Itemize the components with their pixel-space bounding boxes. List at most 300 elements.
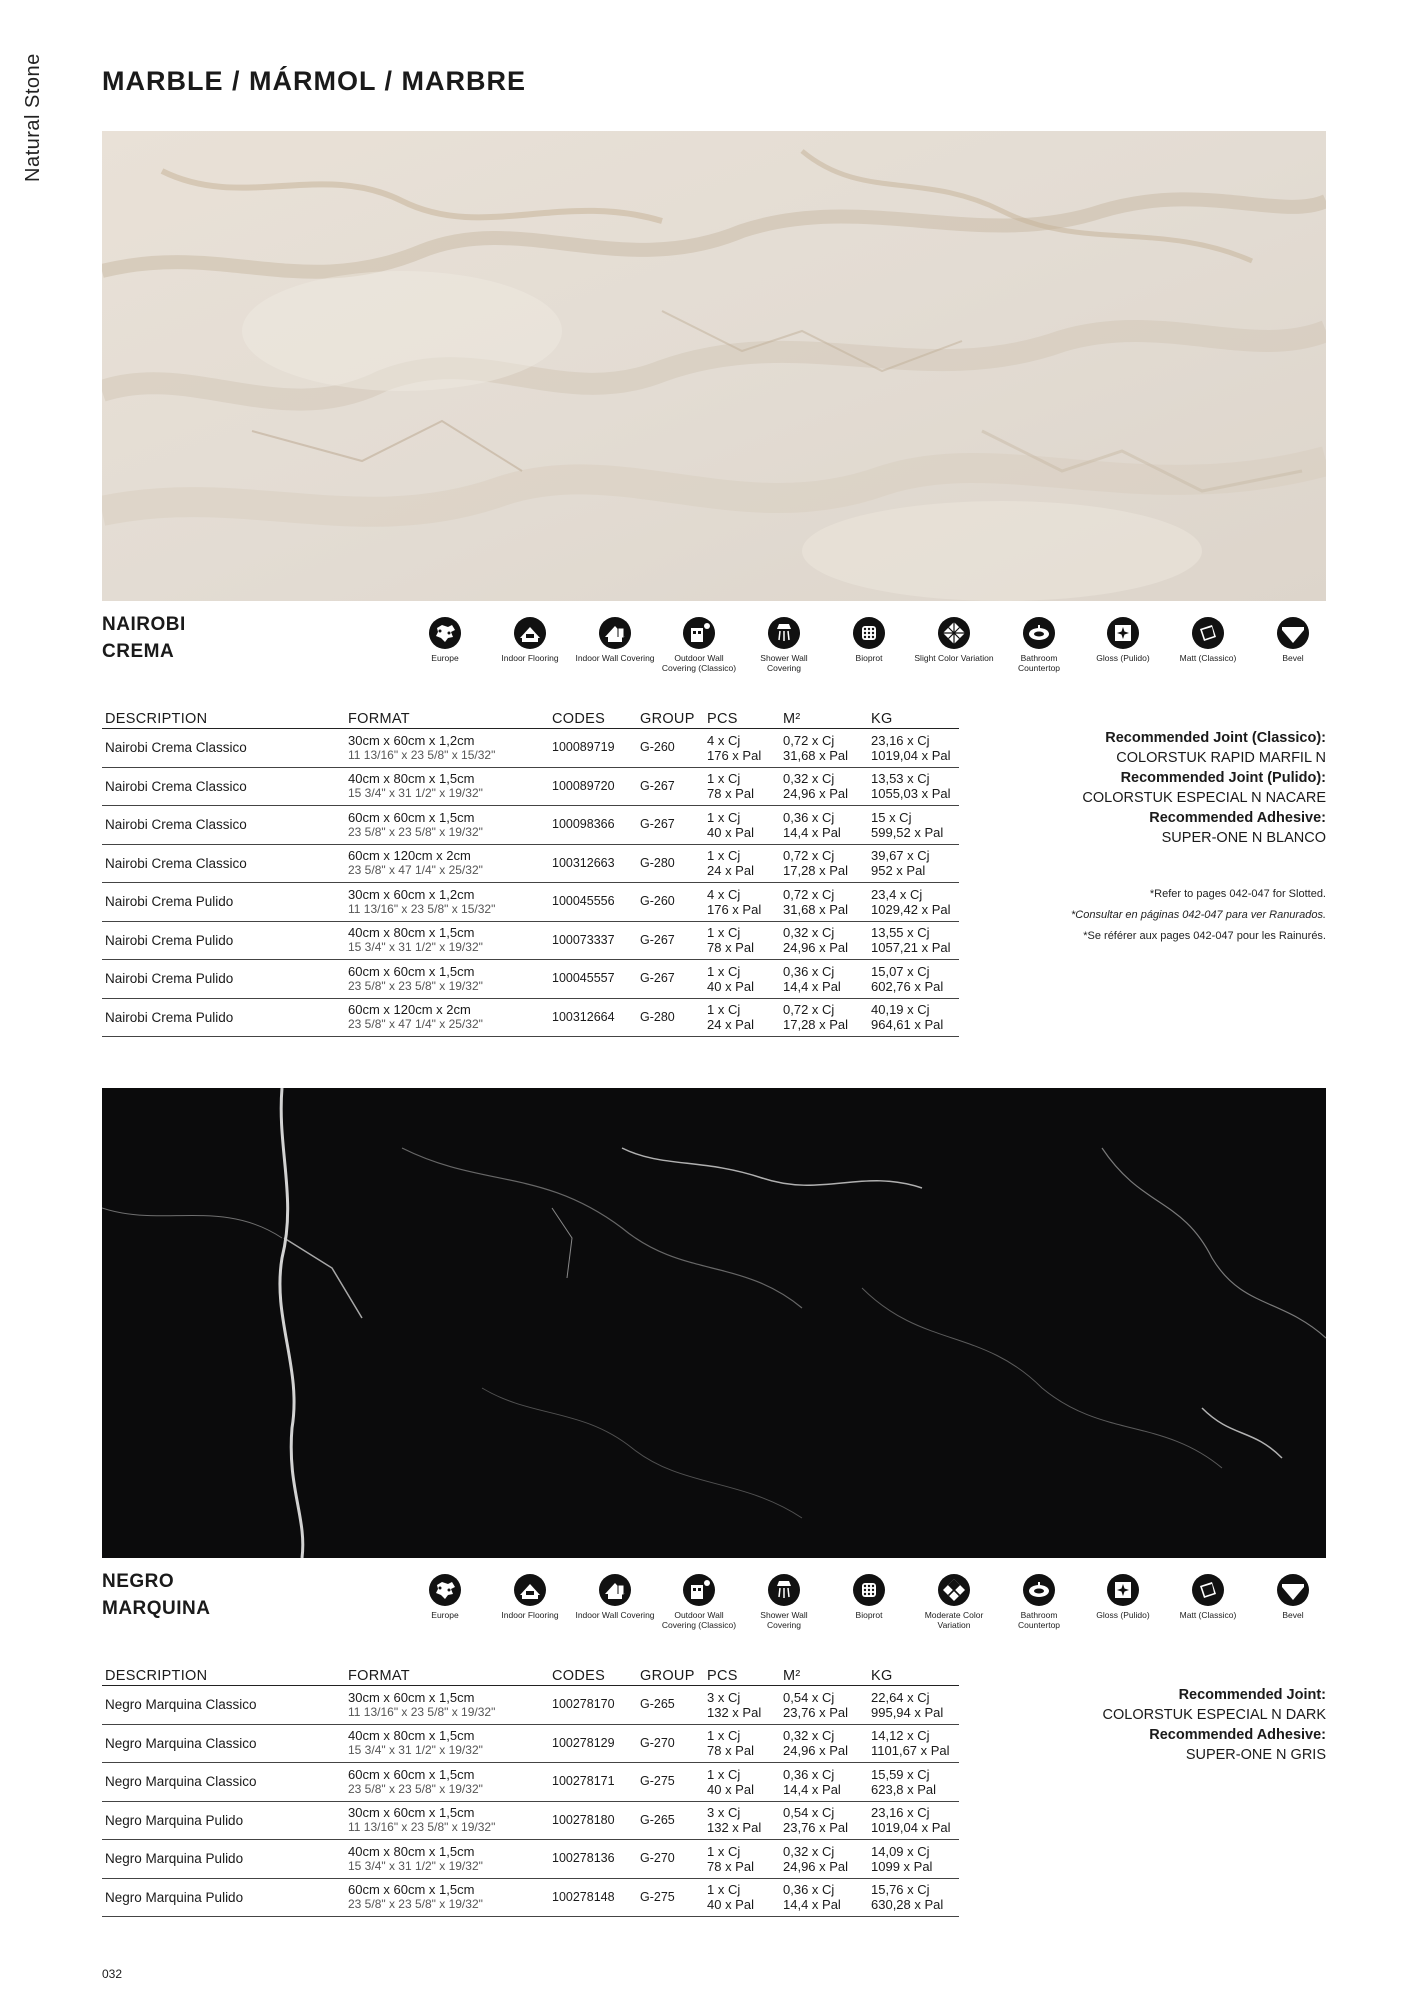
- kg-cell-text: 15,76 x Cj: [871, 1882, 930, 1898]
- pcs-cell-text: 132 x Pal: [707, 1820, 762, 1836]
- description-cell-text: Negro Marquina Pulido: [105, 1851, 244, 1867]
- outdoor-wall-covering-icon: [659, 1573, 739, 1607]
- group-cell-text: G-275: [640, 1774, 675, 1789]
- pcs-cell: [704, 1763, 780, 1802]
- format-cell-text: 23 5/8" x 23 5/8" x 19/32": [348, 978, 483, 993]
- m2-cell: [780, 1763, 868, 1802]
- group-cell: [637, 998, 704, 1037]
- m2-cell-text: 0,36 x Cj: [783, 1766, 835, 1782]
- column-header: KG: [868, 1664, 959, 1686]
- kg-cell-text: 1055,03 x Pal: [871, 786, 951, 802]
- description-cell-text: Negro Marquina Pulido: [105, 1812, 244, 1828]
- table-row: [102, 921, 959, 960]
- m2-cell-text: 0,32 x Cj: [783, 925, 835, 941]
- code-cell-text: 100312663: [552, 855, 615, 870]
- table-row: [102, 1686, 959, 1725]
- code-cell-text: 100278170: [552, 1697, 615, 1712]
- group-cell: [637, 960, 704, 999]
- table-row: [102, 729, 959, 768]
- recommendation-value: COLORSTUK ESPECIAL N DARK: [1102, 1707, 1326, 1723]
- group-cell-text: G-280: [640, 1009, 675, 1024]
- column-header: GROUP: [637, 707, 704, 729]
- code-cell: [549, 921, 637, 960]
- format-cell-text: 23 5/8" x 23 5/8" x 19/32": [348, 1897, 483, 1912]
- kg-cell-text: 22,64 x Cj: [871, 1689, 930, 1705]
- kg-cell: [868, 1686, 959, 1725]
- bathroom-countertop-icon: [999, 1573, 1079, 1607]
- pcs-cell-text: 1 x Cj: [707, 771, 741, 787]
- group-cell: [637, 1801, 704, 1840]
- feature-europe: [405, 1573, 485, 1621]
- m2-cell-text: 24,96 x Pal: [783, 1743, 849, 1759]
- description-cell: [102, 960, 345, 999]
- outdoor-wall-covering-icon: [659, 616, 739, 650]
- column-header: PCS: [704, 707, 780, 729]
- m2-cell-text: 14,4 x Pal: [783, 978, 841, 994]
- shower-wall-covering-icon: [744, 1573, 824, 1607]
- pcs-cell-text: 1 x Cj: [707, 1728, 741, 1744]
- format-cell: [345, 998, 549, 1037]
- format-cell-text: 30cm x 60cm x 1,2cm: [348, 732, 475, 748]
- kg-cell-text: 13,53 x Cj: [871, 771, 930, 787]
- table-header-row: [102, 707, 959, 729]
- bathroom-countertop-icon: [999, 616, 1079, 650]
- feature-bathroom-countertop: [999, 616, 1079, 673]
- feature-label: Matt (Classico): [1179, 653, 1237, 663]
- column-header: M²: [780, 1664, 868, 1686]
- format-cell: [345, 921, 549, 960]
- m2-cell: [780, 767, 868, 806]
- m2-cell-text: 24,96 x Pal: [783, 1858, 849, 1874]
- kg-cell-text: 23,4 x Cj: [871, 886, 923, 902]
- description-cell-text: Nairobi Crema Pulido: [105, 1009, 234, 1025]
- kg-cell: [868, 806, 959, 845]
- group-cell: [637, 1724, 704, 1763]
- pcs-cell-text: 1 x Cj: [707, 1882, 741, 1898]
- format-cell-text: 30cm x 60cm x 1,2cm: [348, 886, 475, 902]
- feature-moderate-color-variation: [914, 1573, 994, 1630]
- recommendation-heading: Recommended Joint (Pulido):: [1120, 770, 1326, 786]
- feature-bioprot: [829, 616, 909, 664]
- pcs-cell-text: 4 x Cj: [707, 886, 741, 902]
- feature-label: Outdoor Wall Covering (Classico): [661, 653, 737, 673]
- kg-cell-text: 15,59 x Cj: [871, 1766, 930, 1782]
- feature-label: Bathroom Countertop: [1017, 653, 1061, 673]
- description-cell-text: Nairobi Crema Classico: [105, 740, 247, 756]
- europe-icon: [405, 616, 485, 650]
- m2-cell-text: 31,68 x Pal: [783, 747, 849, 763]
- pcs-cell-text: 1 x Cj: [707, 848, 741, 864]
- m2-cell-text: 0,32 x Cj: [783, 771, 835, 787]
- format-cell-text: 60cm x 120cm x 2cm: [348, 848, 471, 864]
- group-cell: [637, 806, 704, 845]
- column-header: PCS: [704, 1664, 780, 1686]
- kg-cell-text: 630,28 x Pal: [871, 1897, 944, 1913]
- feature-label: Bioprot: [855, 653, 883, 663]
- feature-label: Shower Wall Covering: [760, 653, 808, 673]
- m2-cell: [780, 729, 868, 768]
- format-cell: [345, 806, 549, 845]
- m2-cell-text: 0,72 x Cj: [783, 848, 835, 864]
- spec-table-nairobi: [102, 707, 959, 1037]
- code-cell-text: 100312664: [552, 1009, 615, 1024]
- feature-bioprot: [829, 1573, 909, 1621]
- format-cell: [345, 960, 549, 999]
- kg-cell-text: 964,61 x Pal: [871, 1017, 944, 1033]
- recommendation-value: COLORSTUK ESPECIAL N NACARE: [1082, 790, 1326, 806]
- bioprot-icon: [829, 1573, 909, 1607]
- kg-cell-text: 602,76 x Pal: [871, 978, 944, 994]
- column-header: CODES: [549, 707, 637, 729]
- kg-cell: [868, 960, 959, 999]
- kg-cell-text: 14,09 x Cj: [871, 1843, 930, 1859]
- pcs-cell-text: 176 x Pal: [707, 901, 762, 917]
- format-cell-text: 30cm x 60cm x 1,5cm: [348, 1805, 475, 1821]
- description-cell: [102, 998, 345, 1037]
- code-cell: [549, 844, 637, 883]
- code-cell: [549, 1763, 637, 1802]
- kg-cell-text: 40,19 x Cj: [871, 1002, 930, 1018]
- kg-cell-text: 14,12 x Cj: [871, 1728, 930, 1744]
- kg-cell: [868, 1801, 959, 1840]
- pcs-cell-text: 176 x Pal: [707, 747, 762, 763]
- format-cell: [345, 767, 549, 806]
- feature-label: Europe: [431, 653, 459, 663]
- feature-label: Bioprot: [855, 1610, 883, 1620]
- format-cell-text: 60cm x 60cm x 1,5cm: [348, 1766, 475, 1782]
- recommendation-value: COLORSTUK RAPID MARFIL N: [1116, 750, 1326, 766]
- m2-cell: [780, 844, 868, 883]
- kg-cell-text: 1101,67 x Pal: [871, 1743, 950, 1759]
- pcs-cell-text: 1 x Cj: [707, 1843, 741, 1859]
- code-cell-text: 100045556: [552, 894, 615, 909]
- m2-cell-text: 0,32 x Cj: [783, 1728, 835, 1744]
- pcs-cell-text: 78 x Pal: [707, 786, 754, 802]
- format-cell-text: 40cm x 80cm x 1,5cm: [348, 925, 475, 941]
- pcs-cell: [704, 729, 780, 768]
- product-name-line1: NEGRO: [102, 1571, 175, 1592]
- feature-bathroom-countertop: [999, 1573, 1079, 1630]
- description-cell: [102, 1724, 345, 1763]
- format-cell-text: 15 3/4" x 31 1/2" x 19/32": [348, 1858, 483, 1873]
- pcs-cell-text: 40 x Pal: [707, 1781, 754, 1797]
- code-cell: [549, 883, 637, 922]
- m2-cell-text: 0,54 x Cj: [783, 1805, 835, 1821]
- feature-label: Matt (Classico): [1179, 1610, 1237, 1620]
- bevel-icon: [1253, 616, 1333, 650]
- format-cell-text: 11 13/16" x 23 5/8" x 15/32": [348, 901, 496, 916]
- indoor-flooring-icon: [490, 1573, 570, 1607]
- group-cell: [637, 767, 704, 806]
- kg-cell-text: 13,55 x Cj: [871, 925, 930, 941]
- m2-cell: [780, 883, 868, 922]
- pcs-cell: [704, 1724, 780, 1763]
- pcs-cell-text: 1 x Cj: [707, 1766, 741, 1782]
- kg-cell: [868, 921, 959, 960]
- m2-cell-text: 23,76 x Pal: [783, 1704, 849, 1720]
- code-cell-text: 100278129: [552, 1735, 615, 1750]
- format-cell-text: 60cm x 60cm x 1,5cm: [348, 963, 475, 979]
- format-cell-text: 23 5/8" x 23 5/8" x 19/32": [348, 1781, 483, 1796]
- feature-matt: [1168, 1573, 1248, 1621]
- group-cell-text: G-270: [640, 1735, 675, 1750]
- m2-cell-text: 14,4 x Pal: [783, 1781, 841, 1797]
- format-cell-text: 11 13/16" x 23 5/8" x 15/32": [348, 747, 496, 762]
- column-header: FORMAT: [345, 1664, 549, 1686]
- m2-cell-text: 24,96 x Pal: [783, 786, 849, 802]
- description-cell: [102, 1840, 345, 1879]
- m2-cell-text: 0,32 x Cj: [783, 1843, 835, 1859]
- feature-slight-color-variation: [914, 616, 994, 664]
- code-cell-text: 100278180: [552, 1812, 615, 1827]
- m2-cell-text: 14,4 x Pal: [783, 1897, 841, 1913]
- kg-cell-text: 15,07 x Cj: [871, 963, 930, 979]
- product-name-line2: CREMA: [102, 641, 175, 662]
- code-cell: [549, 1724, 637, 1763]
- kg-cell-text: 23,16 x Cj: [871, 732, 930, 748]
- matt-icon: [1168, 1573, 1248, 1607]
- m2-cell: [780, 1878, 868, 1917]
- nairobi-crema-stone-image: [102, 131, 1326, 601]
- description-cell: [102, 1763, 345, 1802]
- feature-indoor-wall-covering: [575, 616, 655, 664]
- pcs-cell-text: 24 x Pal: [707, 863, 754, 879]
- group-cell-text: G-267: [640, 817, 675, 832]
- format-cell: [345, 844, 549, 883]
- pcs-cell-text: 4 x Cj: [707, 732, 741, 748]
- table-row: [102, 844, 959, 883]
- pcs-cell: [704, 1686, 780, 1725]
- m2-cell: [780, 960, 868, 999]
- product-name-negro-marquina: [102, 1568, 211, 1622]
- recommendations-negro: [1103, 1685, 1326, 1765]
- feature-label: Bathroom Countertop: [1017, 1610, 1061, 1630]
- table-row: [102, 1724, 959, 1763]
- pcs-cell: [704, 998, 780, 1037]
- feature-label: Outdoor Wall Covering (Classico): [661, 1610, 737, 1630]
- m2-cell: [780, 921, 868, 960]
- m2-cell: [780, 1724, 868, 1763]
- kg-cell-text: 1099 x Pal: [871, 1858, 933, 1874]
- description-cell-text: Nairobi Crema Pulido: [105, 971, 234, 987]
- code-cell: [549, 729, 637, 768]
- product-name-line2: MARQUINA: [102, 1598, 211, 1619]
- feature-label: Indoor Flooring: [501, 653, 559, 663]
- kg-cell-text: 599,52 x Pal: [871, 824, 944, 840]
- column-header: DESCRIPTION: [102, 707, 345, 729]
- slight-color-variation-icon: [914, 616, 994, 650]
- spec-table-negro: [102, 1664, 959, 1917]
- recommendation-value: SUPER-ONE N BLANCO: [1161, 830, 1326, 846]
- recommendation-value: SUPER-ONE N GRIS: [1185, 1747, 1326, 1763]
- reference-note: *Consultar en páginas 042-047 para ver Ranurados.: [1071, 909, 1326, 921]
- column-header: DESCRIPTION: [102, 1664, 345, 1686]
- pcs-cell-text: 78 x Pal: [707, 1743, 754, 1759]
- kg-cell: [868, 767, 959, 806]
- kg-cell-text: 1057,21 x Pal: [871, 940, 951, 956]
- description-cell: [102, 767, 345, 806]
- kg-cell-text: 15 x Cj: [871, 809, 912, 825]
- code-cell: [549, 960, 637, 999]
- feature-outdoor-wall-covering: [659, 1573, 739, 1630]
- m2-cell-text: 17,28 x Pal: [783, 1017, 849, 1033]
- m2-cell-text: 0,72 x Cj: [783, 886, 835, 902]
- column-header: GROUP: [637, 1664, 704, 1686]
- group-cell: [637, 729, 704, 768]
- table-row: [102, 960, 959, 999]
- description-cell-text: Negro Marquina Classico: [105, 1735, 257, 1751]
- group-cell-text: G-270: [640, 1851, 675, 1866]
- page-title: MARBLE / MÁRMOL / MARBRE: [102, 66, 526, 96]
- code-cell: [549, 1801, 637, 1840]
- group-cell-text: G-267: [640, 971, 675, 986]
- kg-cell-text: 39,67 x Cj: [871, 848, 930, 864]
- kg-cell: [868, 998, 959, 1037]
- description-cell-text: Negro Marquina Classico: [105, 1697, 257, 1713]
- m2-cell-text: 0,72 x Cj: [783, 732, 835, 748]
- table-row: [102, 767, 959, 806]
- m2-cell: [780, 806, 868, 845]
- m2-cell-text: 0,36 x Cj: [783, 809, 835, 825]
- bevel-icon: [1253, 1573, 1333, 1607]
- format-cell-text: 60cm x 60cm x 1,5cm: [348, 1882, 475, 1898]
- code-cell: [549, 1686, 637, 1725]
- feature-label: Bevel: [1282, 653, 1304, 663]
- format-cell-text: 11 13/16" x 23 5/8" x 19/32": [348, 1820, 496, 1835]
- feature-indoor-wall-covering: [575, 1573, 655, 1621]
- group-cell: [637, 844, 704, 883]
- kg-cell-text: 1029,42 x Pal: [871, 901, 951, 917]
- kg-cell: [868, 1763, 959, 1802]
- slotted-references: [1071, 884, 1326, 947]
- reference-note: *Refer to pages 042-047 for Slotted.: [1149, 888, 1326, 900]
- format-cell: [345, 729, 549, 768]
- format-cell-text: 23 5/8" x 47 1/4" x 25/32": [348, 863, 483, 878]
- group-cell: [637, 1686, 704, 1725]
- feature-shower-wall-covering: [744, 616, 824, 673]
- pcs-cell-text: 132 x Pal: [707, 1704, 762, 1720]
- description-cell-text: Negro Marquina Pulido: [105, 1889, 244, 1905]
- feature-europe: [405, 616, 485, 664]
- group-cell-text: G-280: [640, 855, 675, 870]
- pcs-cell-text: 40 x Pal: [707, 1897, 754, 1913]
- description-cell: [102, 1801, 345, 1840]
- indoor-wall-covering-icon: [575, 616, 655, 650]
- m2-cell: [780, 1801, 868, 1840]
- code-cell-text: 100278171: [552, 1774, 615, 1789]
- kg-cell: [868, 883, 959, 922]
- side-section-label: [22, 52, 52, 182]
- m2-cell-text: 0,72 x Cj: [783, 1002, 835, 1018]
- feature-label: Indoor Wall Covering: [575, 1610, 655, 1620]
- table-row: [102, 1878, 959, 1917]
- feature-label: Moderate Color Variation: [924, 1610, 984, 1630]
- feature-matt: [1168, 616, 1248, 664]
- code-cell-text: 100073337: [552, 932, 615, 947]
- product-name-line1: NAIROBI: [102, 614, 186, 635]
- code-cell: [549, 767, 637, 806]
- format-cell-text: 30cm x 60cm x 1,5cm: [348, 1689, 475, 1705]
- feature-label: Europe: [431, 1610, 459, 1620]
- pcs-cell-text: 1 x Cj: [707, 1002, 741, 1018]
- feature-bevel: [1253, 1573, 1333, 1621]
- m2-cell-text: 14,4 x Pal: [783, 824, 841, 840]
- feature-label: Indoor Wall Covering: [575, 653, 655, 663]
- recommendation-heading: Recommended Adhesive:: [1149, 1727, 1326, 1743]
- indoor-flooring-icon: [490, 616, 570, 650]
- group-cell: [637, 1763, 704, 1802]
- description-cell: [102, 921, 345, 960]
- format-cell: [345, 1878, 549, 1917]
- code-cell: [549, 1840, 637, 1879]
- group-cell-text: G-260: [640, 894, 675, 909]
- feature-label: Slight Color Variation: [914, 653, 994, 663]
- column-header: FORMAT: [345, 707, 549, 729]
- format-cell-text: 15 3/4" x 31 1/2" x 19/32": [348, 940, 483, 955]
- pcs-cell: [704, 1840, 780, 1879]
- code-cell-text: 100089719: [552, 740, 615, 755]
- pcs-cell: [704, 844, 780, 883]
- format-cell: [345, 1801, 549, 1840]
- kg-cell-text: 1019,04 x Pal: [871, 747, 951, 763]
- description-cell: [102, 1686, 345, 1725]
- kg-cell: [868, 729, 959, 768]
- feature-label: Shower Wall Covering: [760, 1610, 808, 1630]
- pcs-cell: [704, 1801, 780, 1840]
- m2-cell: [780, 1686, 868, 1725]
- pcs-cell-text: 40 x Pal: [707, 978, 754, 994]
- product-name-nairobi-crema: [102, 611, 186, 665]
- description-cell: [102, 844, 345, 883]
- pcs-cell: [704, 921, 780, 960]
- format-cell: [345, 1840, 549, 1879]
- m2-cell-text: 17,28 x Pal: [783, 863, 849, 879]
- format-cell-text: 40cm x 80cm x 1,5cm: [348, 771, 475, 787]
- pcs-cell: [704, 960, 780, 999]
- kg-cell: [868, 1724, 959, 1763]
- feature-outdoor-wall-covering: [659, 616, 739, 673]
- code-cell-text: 100045557: [552, 971, 615, 986]
- table-row: [102, 806, 959, 845]
- format-cell-text: 60cm x 60cm x 1,5cm: [348, 809, 475, 825]
- code-cell-text: 100098366: [552, 817, 615, 832]
- recommendation-heading: Recommended Joint:: [1178, 1687, 1326, 1703]
- code-cell-text: 100089720: [552, 778, 615, 793]
- feature-label: Gloss (Pulido): [1096, 1610, 1150, 1620]
- pcs-cell-text: 24 x Pal: [707, 1017, 754, 1033]
- table-header-row: [102, 1664, 959, 1686]
- gloss-icon: [1083, 616, 1163, 650]
- page-number: 032: [102, 1967, 123, 1981]
- matt-icon: [1168, 616, 1248, 650]
- group-cell-text: G-267: [640, 778, 675, 793]
- group-cell-text: G-265: [640, 1697, 675, 1712]
- format-cell-text: 40cm x 80cm x 1,5cm: [348, 1728, 475, 1744]
- pcs-cell-text: 78 x Pal: [707, 1858, 754, 1874]
- pcs-cell-text: 40 x Pal: [707, 824, 754, 840]
- m2-cell-text: 23,76 x Pal: [783, 1820, 849, 1836]
- group-cell: [637, 1878, 704, 1917]
- kg-cell-text: 952 x Pal: [871, 863, 926, 879]
- format-cell-text: 15 3/4" x 31 1/2" x 19/32": [348, 786, 483, 801]
- pcs-cell-text: 3 x Cj: [707, 1805, 741, 1821]
- feature-indoor-flooring: [490, 1573, 570, 1621]
- kg-cell-text: 1019,04 x Pal: [871, 1820, 951, 1836]
- m2-cell-text: 0,54 x Cj: [783, 1689, 835, 1705]
- table-row: [102, 1801, 959, 1840]
- format-cell-text: 40cm x 80cm x 1,5cm: [348, 1843, 475, 1859]
- format-cell: [345, 1763, 549, 1802]
